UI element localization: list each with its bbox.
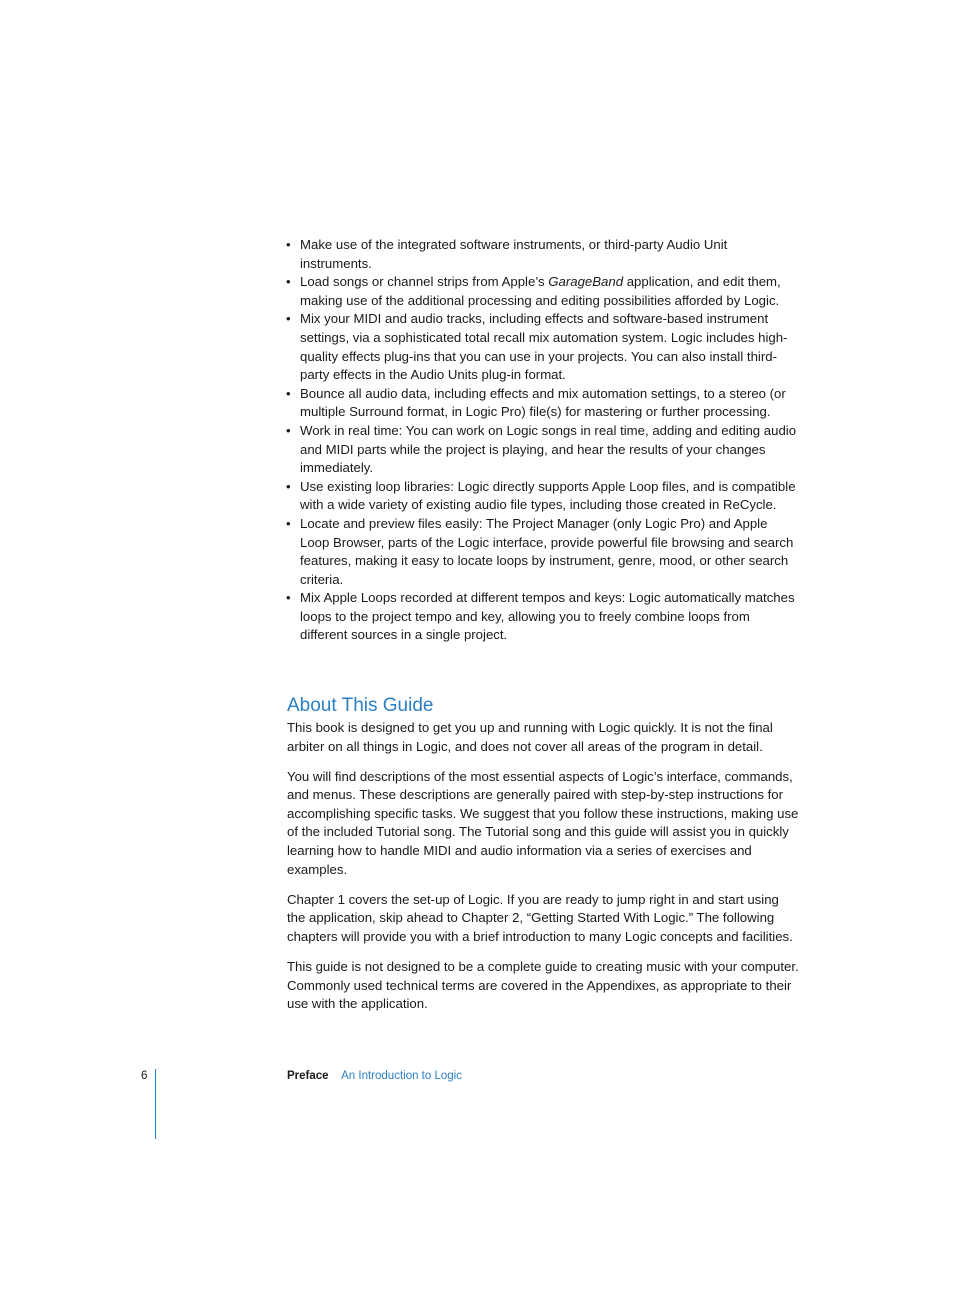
bullet-item	[286, 273, 800, 310]
bullet-text: Mix your MIDI and audio tracks, including effects and software-based instrument settings, via a sophisticated total recall mix automation system. Logic includes high-quality effects plug-ins that you can use in your projects. You can also install third-party effects in the Audio Units plug-in format.	[300, 311, 788, 383]
bullet-glyph: •	[286, 478, 291, 494]
bullet-item	[286, 478, 800, 515]
bullet-text: Make use of the integrated software instruments, or third-party Audio Unit instruments.	[300, 237, 728, 271]
paragraph: Chapter 1 covers the set-up of Logic. If you are ready to jump right in and start using the application, skip ahead to Chapter 2, “Getting Started With Logic.” The following chapters will provide you with a brief introduction to many Logic concepts and facilities.	[287, 891, 793, 944]
bullet-glyph: •	[286, 515, 291, 531]
paragraph: This guide is not designed to be a complete guide to creating music with your computer. Commonly used technical terms are covered in the Appendixes, as appropriate to their use with the application.	[287, 959, 799, 1012]
bullet-glyph: •	[286, 237, 291, 252]
bullet-text-after: application, and edit them, making use of the additional processing and editing possibilities afforded by Logic.	[300, 274, 781, 308]
section-body	[287, 719, 799, 1025]
bullet-glyph: •	[286, 590, 291, 606]
bullet-item	[286, 589, 800, 645]
bullet-item	[286, 236, 800, 273]
bullet-text-italic: GarageBand	[548, 274, 624, 290]
section-heading: About This Guide	[287, 695, 434, 716]
footer-divider	[155, 1069, 156, 1139]
page-number: 6	[141, 1070, 148, 1082]
bullet-glyph: •	[286, 385, 291, 401]
footer-chapter-title: An Introduction to Logic	[341, 1070, 462, 1082]
footer-section-label: Preface	[287, 1070, 329, 1082]
bullet-text: Bounce all audio data, including effects and mix automation settings, to a stereo (or multiple Surround format, in Logic Pro) file(s) for mastering or further processing.	[300, 385, 786, 420]
running-footer	[287, 1070, 462, 1082]
bullet-item	[286, 422, 800, 478]
bullet-item	[286, 515, 800, 589]
bullet-text: Use existing loop libraries: Logic directly supports Apple Loop files, and is compatible with a wide variety of existing audio file types, including those created in ReCycle.	[300, 478, 796, 513]
bullet-text: Mix Apple Loops recorded at different tempos and keys: Logic automatically matches loops to the project tempo and key, allowing you to freely combine loops from different sources in a single project.	[300, 590, 795, 643]
feature-bullet-list	[286, 236, 800, 645]
bullet-glyph: •	[286, 422, 291, 438]
bullet-glyph: •	[286, 311, 291, 327]
bullet-text-before: Load songs or channel strips from Apple’s	[300, 274, 549, 290]
bullet-text: Work in real time: You can work on Logic songs in real time, adding and editing audio and MIDI parts while the project is playing, and hear the results of your changes immediately.	[300, 422, 797, 476]
bullet-text: Locate and preview files easily: The Project Manager (only Logic Pro) and Apple Loop Browser, parts of the Logic interface, provide powerful file browsing and search features, making it easy to locate loops by instrument, genre, mood, or other search criteria.	[300, 515, 794, 587]
paragraph: This book is designed to get you up and running with Logic quickly. It is not the final arbiter on all things in Logic, and does not cover all areas of the program in detail.	[287, 720, 773, 754]
paragraph: You will find descriptions of the most essential aspects of Logic’s interface, commands, and menus. These descriptions are generally paired with step-by-step instructions for accomplishing specific tasks. We suggest that you follow these instructions, making use of the included Tutorial song. The Tutorial song and this guide will assist you in quickly learning how to handle MIDI and audio information via a series of exercises and examples.	[287, 768, 799, 877]
bullet-item	[286, 310, 800, 384]
bullet-glyph: •	[286, 274, 291, 290]
bullet-item	[286, 385, 800, 422]
